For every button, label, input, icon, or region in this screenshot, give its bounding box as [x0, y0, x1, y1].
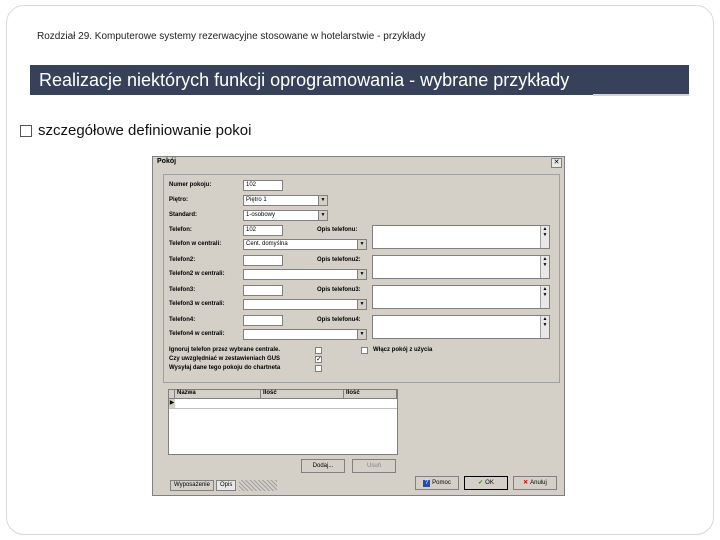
phone4-central-select[interactable] — [243, 329, 367, 340]
phone-central-value: Cent. domyślna — [246, 241, 288, 247]
chevron-down-icon[interactable]: ▼ — [357, 270, 366, 279]
grid-header-name[interactable]: Nazwa — [175, 390, 261, 399]
row-pointer-icon: ▶ — [169, 400, 175, 406]
scrollbar[interactable]: ▲ ▼ — [540, 226, 549, 248]
phone-label: Telefon: — [169, 227, 192, 233]
close-icon: ✕ — [523, 480, 529, 486]
phone-desc-label: Opis telefonu: — [317, 227, 358, 233]
chevron-down-icon[interactable]: ▼ — [318, 196, 327, 205]
help-icon: ? — [424, 480, 429, 486]
phone3-input[interactable] — [243, 285, 283, 296]
add-button[interactable]: Dodaj... — [301, 459, 345, 473]
floor-value: Piętro 1 — [246, 197, 267, 203]
phone2-input[interactable] — [243, 255, 283, 266]
phone4-label: Telefon4: — [169, 317, 196, 323]
room-number-label: Numer pokoju: — [169, 182, 212, 188]
room-dialog — [152, 156, 565, 496]
floor-label: Piętro: — [169, 197, 189, 203]
equipment-grid[interactable] — [168, 389, 398, 455]
bullet-text: szczegółowe definiowanie pokoi — [38, 122, 252, 139]
bullet-square-icon — [20, 125, 32, 137]
cancel-button[interactable] — [513, 476, 557, 490]
include-room-checkbox[interactable] — [361, 347, 368, 354]
ok-label: OK — [485, 480, 494, 486]
grid-header-qty[interactable]: Ilość — [261, 390, 344, 399]
phone4-central-label: Telefon4 w centrali: — [169, 331, 225, 337]
chapter-heading: Rozdział 29. Komputerowe systemy rezerwacyjne stosowane w hotelarstwie - przykłady — [37, 31, 426, 42]
help-label: Pomoc — [432, 480, 451, 486]
phone2-central-select[interactable] — [243, 269, 367, 280]
dialog-titlebar[interactable] — [153, 157, 564, 168]
ignore-phone-checkbox[interactable] — [315, 347, 322, 354]
phone-desc-memo[interactable] — [372, 225, 550, 249]
phone4-desc-label: Opis telefonu4: — [317, 317, 361, 323]
phone4-desc-memo[interactable] — [372, 315, 550, 339]
floor-select[interactable] — [243, 195, 328, 206]
phone2-desc-label: Opis telefonu2: — [317, 257, 361, 263]
tab-equipment[interactable]: Wyposażenie — [170, 480, 214, 491]
phone3-desc-memo[interactable] — [372, 285, 550, 309]
send-chartnet-label: Wysyłaj dane tego pokoju do chartneta — [169, 365, 281, 371]
tab-hatch — [239, 480, 277, 491]
check-icon: ✓ — [478, 480, 484, 486]
phone2-label: Telefon2: — [169, 257, 196, 263]
standard-select[interactable] — [243, 210, 328, 221]
remove-button[interactable]: Usuń — [352, 459, 396, 473]
include-gus-label: Czy uwzględniać w zestawieniach GUS — [169, 356, 281, 362]
chevron-down-icon[interactable]: ▼ — [357, 330, 366, 339]
close-icon[interactable]: ✕ — [551, 158, 562, 168]
include-room-label: Włącz pokój z użycia — [373, 347, 433, 353]
standard-value: 1-osobowy — [246, 212, 276, 218]
scrollbar[interactable]: ▲ ▼ — [540, 286, 549, 308]
phone3-central-select[interactable] — [243, 299, 367, 310]
ok-button[interactable] — [464, 476, 508, 490]
include-gus-checkbox[interactable]: ✓ — [316, 356, 322, 363]
slide-title: Realizacje niektórych funkcji oprogramowania - wybrane przykłady — [30, 65, 689, 95]
cancel-label: Anuluj — [530, 480, 547, 486]
tab-description[interactable]: Opis — [216, 480, 236, 491]
form-panel — [163, 174, 560, 383]
scrollbar[interactable]: ▲ ▼ — [540, 256, 549, 278]
chevron-down-icon[interactable]: ▼ — [357, 240, 366, 249]
grid-header-qty2[interactable]: Ilość — [344, 390, 397, 399]
phone2-desc-memo[interactable] — [372, 255, 550, 279]
phone4-input[interactable] — [243, 315, 283, 326]
dialog-title: Pokój — [157, 158, 177, 165]
phone3-central-label: Telefon3 w centrali: — [169, 301, 225, 307]
title-underline — [593, 94, 689, 96]
phone2-central-label: Telefon2 w centrali: — [169, 271, 225, 277]
table-row[interactable] — [169, 399, 397, 409]
ignore-phone-label: Ignoruj telefon przez wybrane centrale. — [169, 347, 281, 353]
phone3-label: Telefon3: — [169, 287, 196, 293]
phone-central-label: Telefon w centrali: — [169, 241, 222, 247]
chevron-down-icon[interactable]: ▼ — [357, 300, 366, 309]
send-chartnet-checkbox[interactable] — [315, 365, 322, 372]
standard-label: Standard: — [169, 212, 198, 218]
scrollbar[interactable]: ▲ ▼ — [540, 316, 549, 338]
help-button[interactable] — [415, 476, 459, 490]
phone-central-select[interactable] — [243, 239, 367, 250]
bullet-item — [20, 122, 251, 139]
phone3-desc-label: Opis telefonu3: — [317, 287, 361, 293]
room-number-input[interactable]: 102 — [243, 180, 283, 191]
phone-input[interactable]: 102 — [243, 225, 283, 236]
chevron-down-icon[interactable]: ▼ — [318, 211, 327, 220]
